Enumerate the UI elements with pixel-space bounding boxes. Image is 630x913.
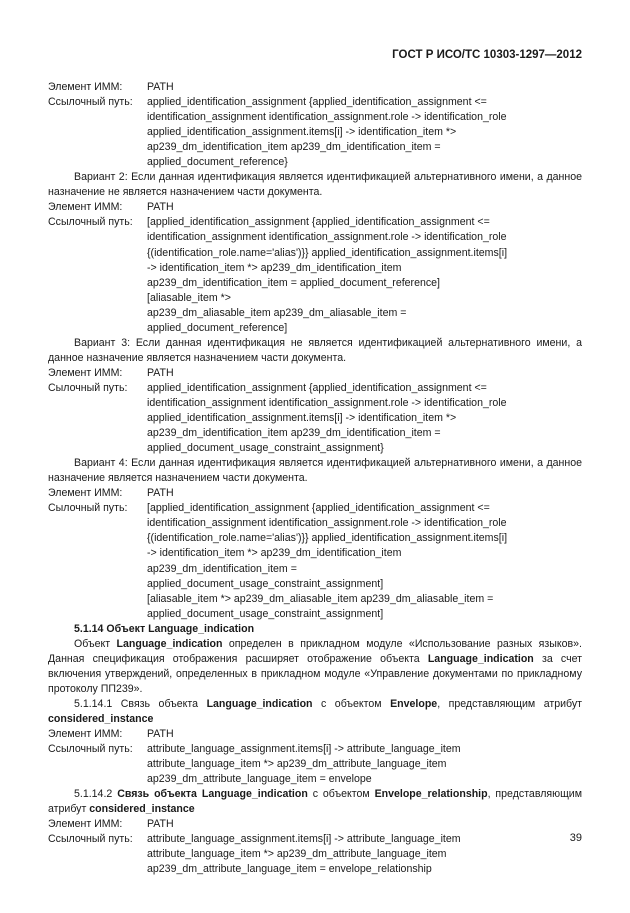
reference-path-label: Ссылочный путь: [48,216,133,229]
path-line: applied_document_reference} [147,156,288,169]
path-line: applied_identification_assignment.items[i] -> identification_item *> [147,412,457,425]
section-5-1-14-heading: 5.1.14 Объект Language_indication [74,622,255,635]
mim-element-value: PATH [147,818,174,831]
mim-element-label: Элемент ИММ: [48,487,123,500]
reference-path-value [147,832,582,877]
path-line: ap239_dm_attribute_language_item = envelope [147,773,372,786]
path-line: identification_assignment identification_assignment.role -> identification_role [147,517,507,530]
mim-element-label: Элемент ИММ: [48,201,123,214]
mim-element-row [48,727,582,742]
reference-path-value [147,215,582,335]
document-body [48,80,582,877]
path-line: attribute_language_item *> ap239_dm_attribute_language_item [147,758,447,771]
variant-3-paragraph: Вариант 3: Если данная идентификация не является идентификацией альтернативного имени, а данное назначение является назначением части документа. [48,336,582,364]
path-line: attribute_language_item *> ap239_dm_attribute_language_item [147,848,447,861]
path-line: [aliasable_item *> ap239_dm_aliasable_item ap239_dm_aliasable_item = [147,592,494,605]
path-line: attribute_language_assignment.items[i] -> attribute_language_item [147,743,461,756]
path-line: [aliasable_item *> [147,291,231,304]
path-line: ap239_dm_aliasable_item ap239_dm_aliasable_item = [147,306,407,319]
path-line: attribute_language_assignment.items[i] -> attribute_language_item [147,833,461,846]
mim-element-value: PATH [147,201,174,214]
path-line: [applied_identification_assignment {applied_identification_assignment <= [147,502,490,515]
mim-element-row [48,80,582,95]
reference-path-row [48,742,582,787]
path-line: ap239_dm_identification_item = applied_document_reference] [147,276,440,289]
path-line: ap239_dm_identification_item = [147,562,297,575]
section-5-1-14-paragraph: Объект Language_indication определен в прикладном модуле «Использование разных языков». Данная спецификация отображения расширяет отображение объекта Language_indication за счет включения утверждений, определенных в прикладном модуле «Управление документами по прикладному протоколу ПП239». [48,637,582,695]
reference-path-value [147,95,582,170]
path-line: applied_identification_assignment.items[i] -> identification_item *> [147,126,457,139]
mim-element-label: Элемент ИММ: [48,81,123,93]
section-5-1-14-1-heading: 5.1.14.1 Связь объекта Language_indication с объектом Envelope, представляющим атрибут considered_instance [48,697,582,725]
mim-element-label: Элемент ИММ: [48,728,123,741]
mim-element-value: PATH [147,81,174,93]
reference-path-row [48,832,582,877]
reference-path-label: Сылочный путь: [48,381,128,394]
mim-element-value: PATH [147,366,174,379]
path-line: {(identification_role.name='alias')}} applied_identification_assignment.items[i] [147,532,508,545]
path-line: identification_assignment identification_assignment.role -> identification_role [147,111,507,124]
path-line: [applied_identification_assignment {applied_identification_assignment <= [147,216,490,229]
variant-4-paragraph: Вариант 4: Если данная идентификация является идентификацией альтернативного имени, а данное назначение является назначением части документа. [48,457,582,485]
reference-path-label: Сылочный путь: [48,502,128,515]
page-header: ГОСТ Р ИСО/ТС 10303-1297—2012 [392,49,582,61]
mim-element-value: PATH [147,487,174,500]
reference-path-value [147,742,582,787]
reference-path-row [48,381,582,456]
path-line: -> identification_item *> ap239_dm_identification_item [147,547,402,560]
reference-path-value [147,381,582,456]
mim-element-label: Элемент ИММ: [48,366,123,379]
reference-path-row [48,501,582,621]
path-line: ap239_dm_identification_item ap239_dm_identification_item = [147,141,441,154]
section-5-1-14-2-heading: 5.1.14.2 Связь объекта Language_indication с объектом Envelope_relationship, представляющим атрибут considered_instance [48,788,582,816]
mim-element-row [48,486,582,501]
page-number: 39 [569,832,582,844]
path-line: identification_assignment identification_assignment.role -> identification_role [147,231,507,244]
path-line: -> identification_item *> ap239_dm_identification_item [147,261,402,274]
mim-element-label: Элемент ИММ: [48,818,123,831]
variant-2-paragraph: Вариант 2: Если данная идентификация является идентификацией альтернативного имени, а данное назначение не является назначением части документа. [48,171,582,199]
path-line: applied_identification_assignment {applied_identification_assignment <= [147,96,487,109]
reference-path-value [147,501,582,621]
reference-path-label: Ссылочный путь: [48,743,133,756]
path-line: applied_document_usage_constraint_assignment] [147,577,384,590]
mim-element-row [48,200,582,215]
mim-element-row [48,366,582,381]
path-line: {(identification_role.name='alias')}} applied_identification_assignment.items[i] [147,246,508,259]
reference-path-row [48,215,582,335]
mim-element-row [48,817,582,832]
mim-element-value: PATH [147,728,174,741]
path-line: applied_document_usage_constraint_assignment} [147,442,384,455]
path-line: ap239_dm_identification_item ap239_dm_identification_item = [147,427,441,440]
path-line: applied_document_usage_constraint_assignment] [147,607,384,620]
path-line: applied_identification_assignment {applied_identification_assignment <= [147,381,487,394]
reference-path-row [48,95,582,170]
path-line: identification_assignment identification_assignment.role -> identification_role [147,396,507,409]
path-line: ap239_dm_attribute_language_item = envelope_relationship [147,863,432,876]
reference-path-label: Ссылочный путь: [48,96,133,109]
reference-path-label: Ссылочный путь: [48,833,133,846]
path-line: applied_document_reference] [147,321,288,334]
